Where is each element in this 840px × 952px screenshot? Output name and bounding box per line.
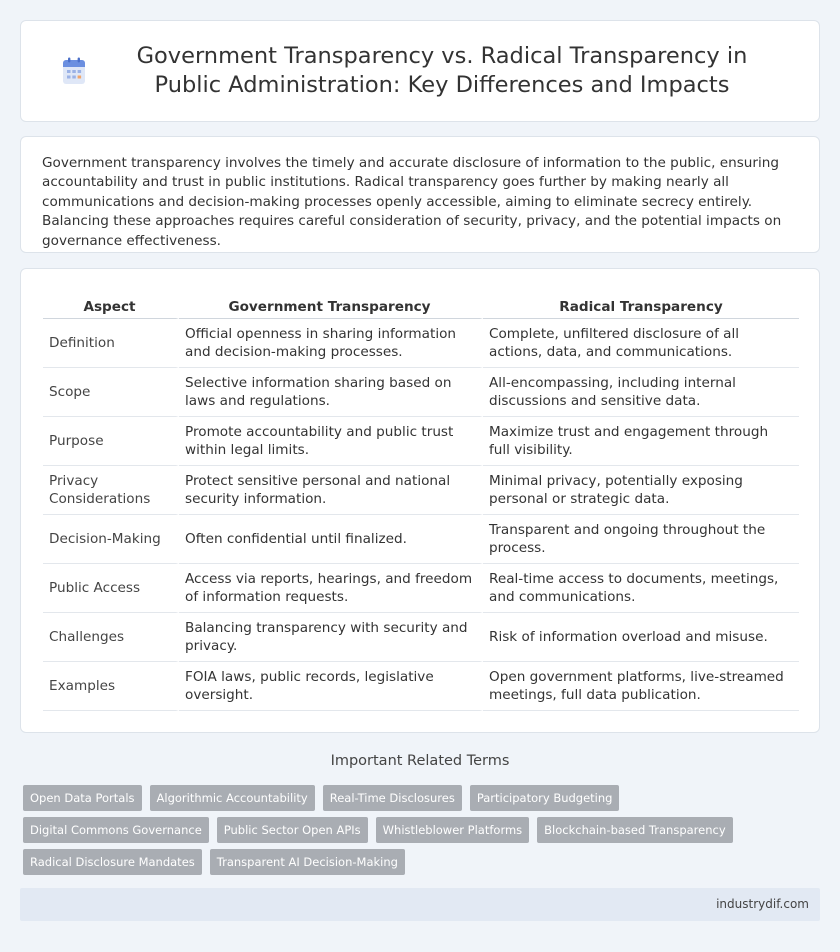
cell-radical-transparency: Open government platforms, live-streamed meetings, full data publication. [483,662,799,711]
column-header-radical-transparency: Radical Transparency [483,295,799,319]
cell-government-transparency: Often confidential until finalized. [179,515,483,564]
title-card [20,20,820,122]
table-row [43,662,799,711]
related-term-tag[interactable]: Radical Disclosure Mandates [23,849,202,875]
comparison-table-card [20,268,820,733]
related-term-tag[interactable]: Real-Time Disclosures [323,785,462,811]
related-term-tag[interactable]: Blockchain-based Transparency [537,817,732,843]
cell-aspect: Scope [43,368,179,417]
cell-radical-transparency: All-encompassing, including internal discussions and sensitive data. [483,368,799,417]
cell-radical-transparency: Minimal privacy, potentially exposing personal or strategic data. [483,466,799,515]
cell-radical-transparency: Complete, unfiltered disclosure of all actions, data, and communications. [483,319,799,368]
cell-aspect: Challenges [43,613,179,662]
related-terms-list [23,785,813,875]
table-row [43,564,799,613]
cell-aspect: Definition [43,319,179,368]
table-row [43,417,799,466]
cell-radical-transparency: Maximize trust and engagement through full visibility. [483,417,799,466]
cell-aspect: Purpose [43,417,179,466]
related-terms-heading: Important Related Terms [330,753,510,769]
table-header-row [43,295,799,319]
cell-government-transparency: Promote accountability and public trust within legal limits. [179,417,483,466]
cell-radical-transparency: Risk of information overload and misuse. [483,613,799,662]
intro-paragraph: Government transparency involves the timely and accurate disclosure of information to the public, ensuring accountability and trust in public institutions. Radical transparency goes further by making nearly all communications and decision-making processes openly accessible, aiming to eliminate secrecy entirely. Balancing these approaches requires careful consideration of security, privacy, and the potential impacts on governance effectiveness. [42,155,782,249]
cell-government-transparency: Balancing transparency with security and privacy. [179,613,483,662]
column-header-aspect: Aspect [43,295,179,319]
table-row [43,368,799,417]
cell-aspect: Decision-Making [43,515,179,564]
table-row [43,466,799,515]
table-row [43,319,799,368]
cell-radical-transparency: Transparent and ongoing throughout the process. [483,515,799,564]
cell-aspect: Examples [43,662,179,711]
column-header-government-transparency: Government Transparency [179,295,483,319]
page-title: Government Transparency vs. Radical Transparency in Public Administration: Key Differences and Impacts [136,43,748,98]
related-term-tag[interactable]: Public Sector Open APIs [217,817,368,843]
cell-government-transparency: Selective information sharing based on laws and regulations. [179,368,483,417]
table-row [43,613,799,662]
table-row [43,515,799,564]
related-term-tag[interactable]: Algorithmic Accountability [150,785,315,811]
document-icon [61,57,87,85]
cell-aspect: Public Access [43,564,179,613]
footer-site-link[interactable]: industrydif.com [716,897,809,911]
cell-government-transparency: Protect sensitive personal and national security information. [179,466,483,515]
related-term-tag[interactable]: Digital Commons Governance [23,817,209,843]
comparison-table [43,295,799,711]
related-term-tag[interactable]: Whistleblower Platforms [376,817,530,843]
related-term-tag[interactable]: Open Data Portals [23,785,142,811]
cell-aspect: Privacy Considerations [43,466,179,515]
intro-card [20,136,820,253]
cell-radical-transparency: Real-time access to documents, meetings, and communications. [483,564,799,613]
footer [20,888,820,921]
related-term-tag[interactable]: Transparent AI Decision-Making [210,849,405,875]
related-term-tag[interactable]: Participatory Budgeting [470,785,620,811]
cell-government-transparency: FOIA laws, public records, legislative oversight. [179,662,483,711]
cell-government-transparency: Official openness in sharing information and decision-making processes. [179,319,483,368]
cell-government-transparency: Access via reports, hearings, and freedom of information requests. [179,564,483,613]
